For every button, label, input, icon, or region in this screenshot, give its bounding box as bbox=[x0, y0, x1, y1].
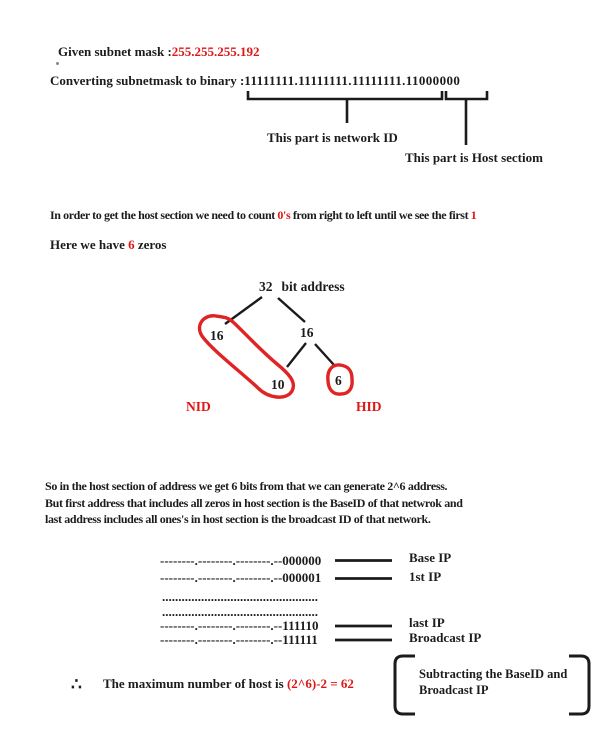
broadcast-ip-label: Broadcast IP bbox=[409, 630, 482, 645]
tree-root-text: bit address bbox=[281, 279, 345, 294]
base-ip-label: Base IP bbox=[409, 550, 452, 565]
subtract-note bbox=[419, 667, 567, 698]
network-brace bbox=[248, 91, 442, 99]
count-sentence-mid: from right to left until we see the first bbox=[290, 208, 471, 222]
subtract-note-line-1: Subtracting the BaseID and bbox=[419, 667, 568, 681]
tree-node-16-right: 16 bbox=[300, 325, 314, 340]
max-host-text: The maximum number of host is bbox=[103, 676, 287, 691]
convert-label: Converting subnetmask to binary : bbox=[50, 73, 245, 88]
zeros-sentence-count: 6 bbox=[128, 237, 135, 252]
six-zeros-sentence bbox=[50, 237, 167, 253]
convert-binary-value: 11111111.11111111.11111111.11000000 bbox=[244, 73, 461, 88]
count-sentence-one: 1 bbox=[470, 208, 477, 222]
network-id-caption: This part is network ID bbox=[267, 130, 398, 145]
address-row-broadcast: --------.--------.--------.--111111 bbox=[160, 632, 318, 647]
host-section-paragraph bbox=[45, 478, 463, 528]
tree-node-10: 10 bbox=[271, 377, 285, 392]
tree-root-label bbox=[259, 279, 345, 295]
given-mask-label: Given subnet mask : bbox=[58, 44, 172, 59]
tree-root-bits: 32 bbox=[259, 279, 273, 294]
tree-node-16-left: 16 bbox=[210, 328, 224, 343]
hid-label: HID bbox=[356, 399, 382, 414]
note-bracket-left bbox=[395, 656, 415, 714]
given-mask-value: 255.255.255.192 bbox=[171, 44, 260, 59]
address-row-base: --------.--------.--------.--000000 bbox=[160, 553, 322, 568]
tree-node-6: 6 bbox=[335, 373, 342, 388]
therefore-symbol: ∴ bbox=[71, 675, 82, 694]
count-zeros-sentence bbox=[50, 208, 476, 223]
nid-label: NID bbox=[186, 399, 211, 414]
host-brace bbox=[446, 91, 487, 99]
convert-binary-line bbox=[50, 73, 460, 89]
tree-edge-16-10 bbox=[287, 343, 306, 367]
address-ellipsis-row-2: ................................................ bbox=[162, 604, 318, 619]
paragraph-line-3: last address includes all ones's in host section is the broadcast ID of that network. bbox=[45, 512, 431, 526]
paragraph-line-1: So in the host section of address we get 6 bits from that we can generate 2^6 address. bbox=[45, 479, 448, 493]
address-ellipsis-row-1: ................................................ bbox=[162, 589, 318, 604]
note-bracket-right bbox=[569, 656, 589, 714]
count-sentence-zeros: 0's bbox=[277, 208, 291, 222]
host-section-caption: This part is Host sectiom bbox=[405, 150, 543, 165]
tree-edge-16-6 bbox=[315, 344, 334, 365]
paragraph-line-2: But first address that includes all zeros in host section is the BaseID of that netwrok and bbox=[45, 495, 463, 510]
address-row-first: --------.--------.--------.--000001 bbox=[160, 570, 322, 585]
subtract-note-line-2: Broadcast IP bbox=[419, 682, 489, 697]
count-sentence-pre: In order to get the host section we need to count bbox=[50, 208, 278, 222]
ink-artifact bbox=[56, 62, 59, 65]
last-ip-label: last IP bbox=[409, 615, 445, 630]
max-host-line bbox=[103, 676, 354, 692]
zeros-sentence-post: zeros bbox=[134, 237, 167, 252]
first-ip-label: 1st IP bbox=[409, 569, 442, 584]
tree-edge-root-left16 bbox=[225, 297, 262, 324]
tree-edge-root-right16 bbox=[278, 298, 305, 322]
max-host-formula: (2^6)-2 = 62 bbox=[286, 676, 354, 691]
given-subnet-mask-line bbox=[58, 44, 260, 60]
zeros-sentence-pre: Here we have bbox=[50, 237, 129, 252]
address-row-last: --------.--------.--------.--111110 bbox=[160, 618, 319, 633]
